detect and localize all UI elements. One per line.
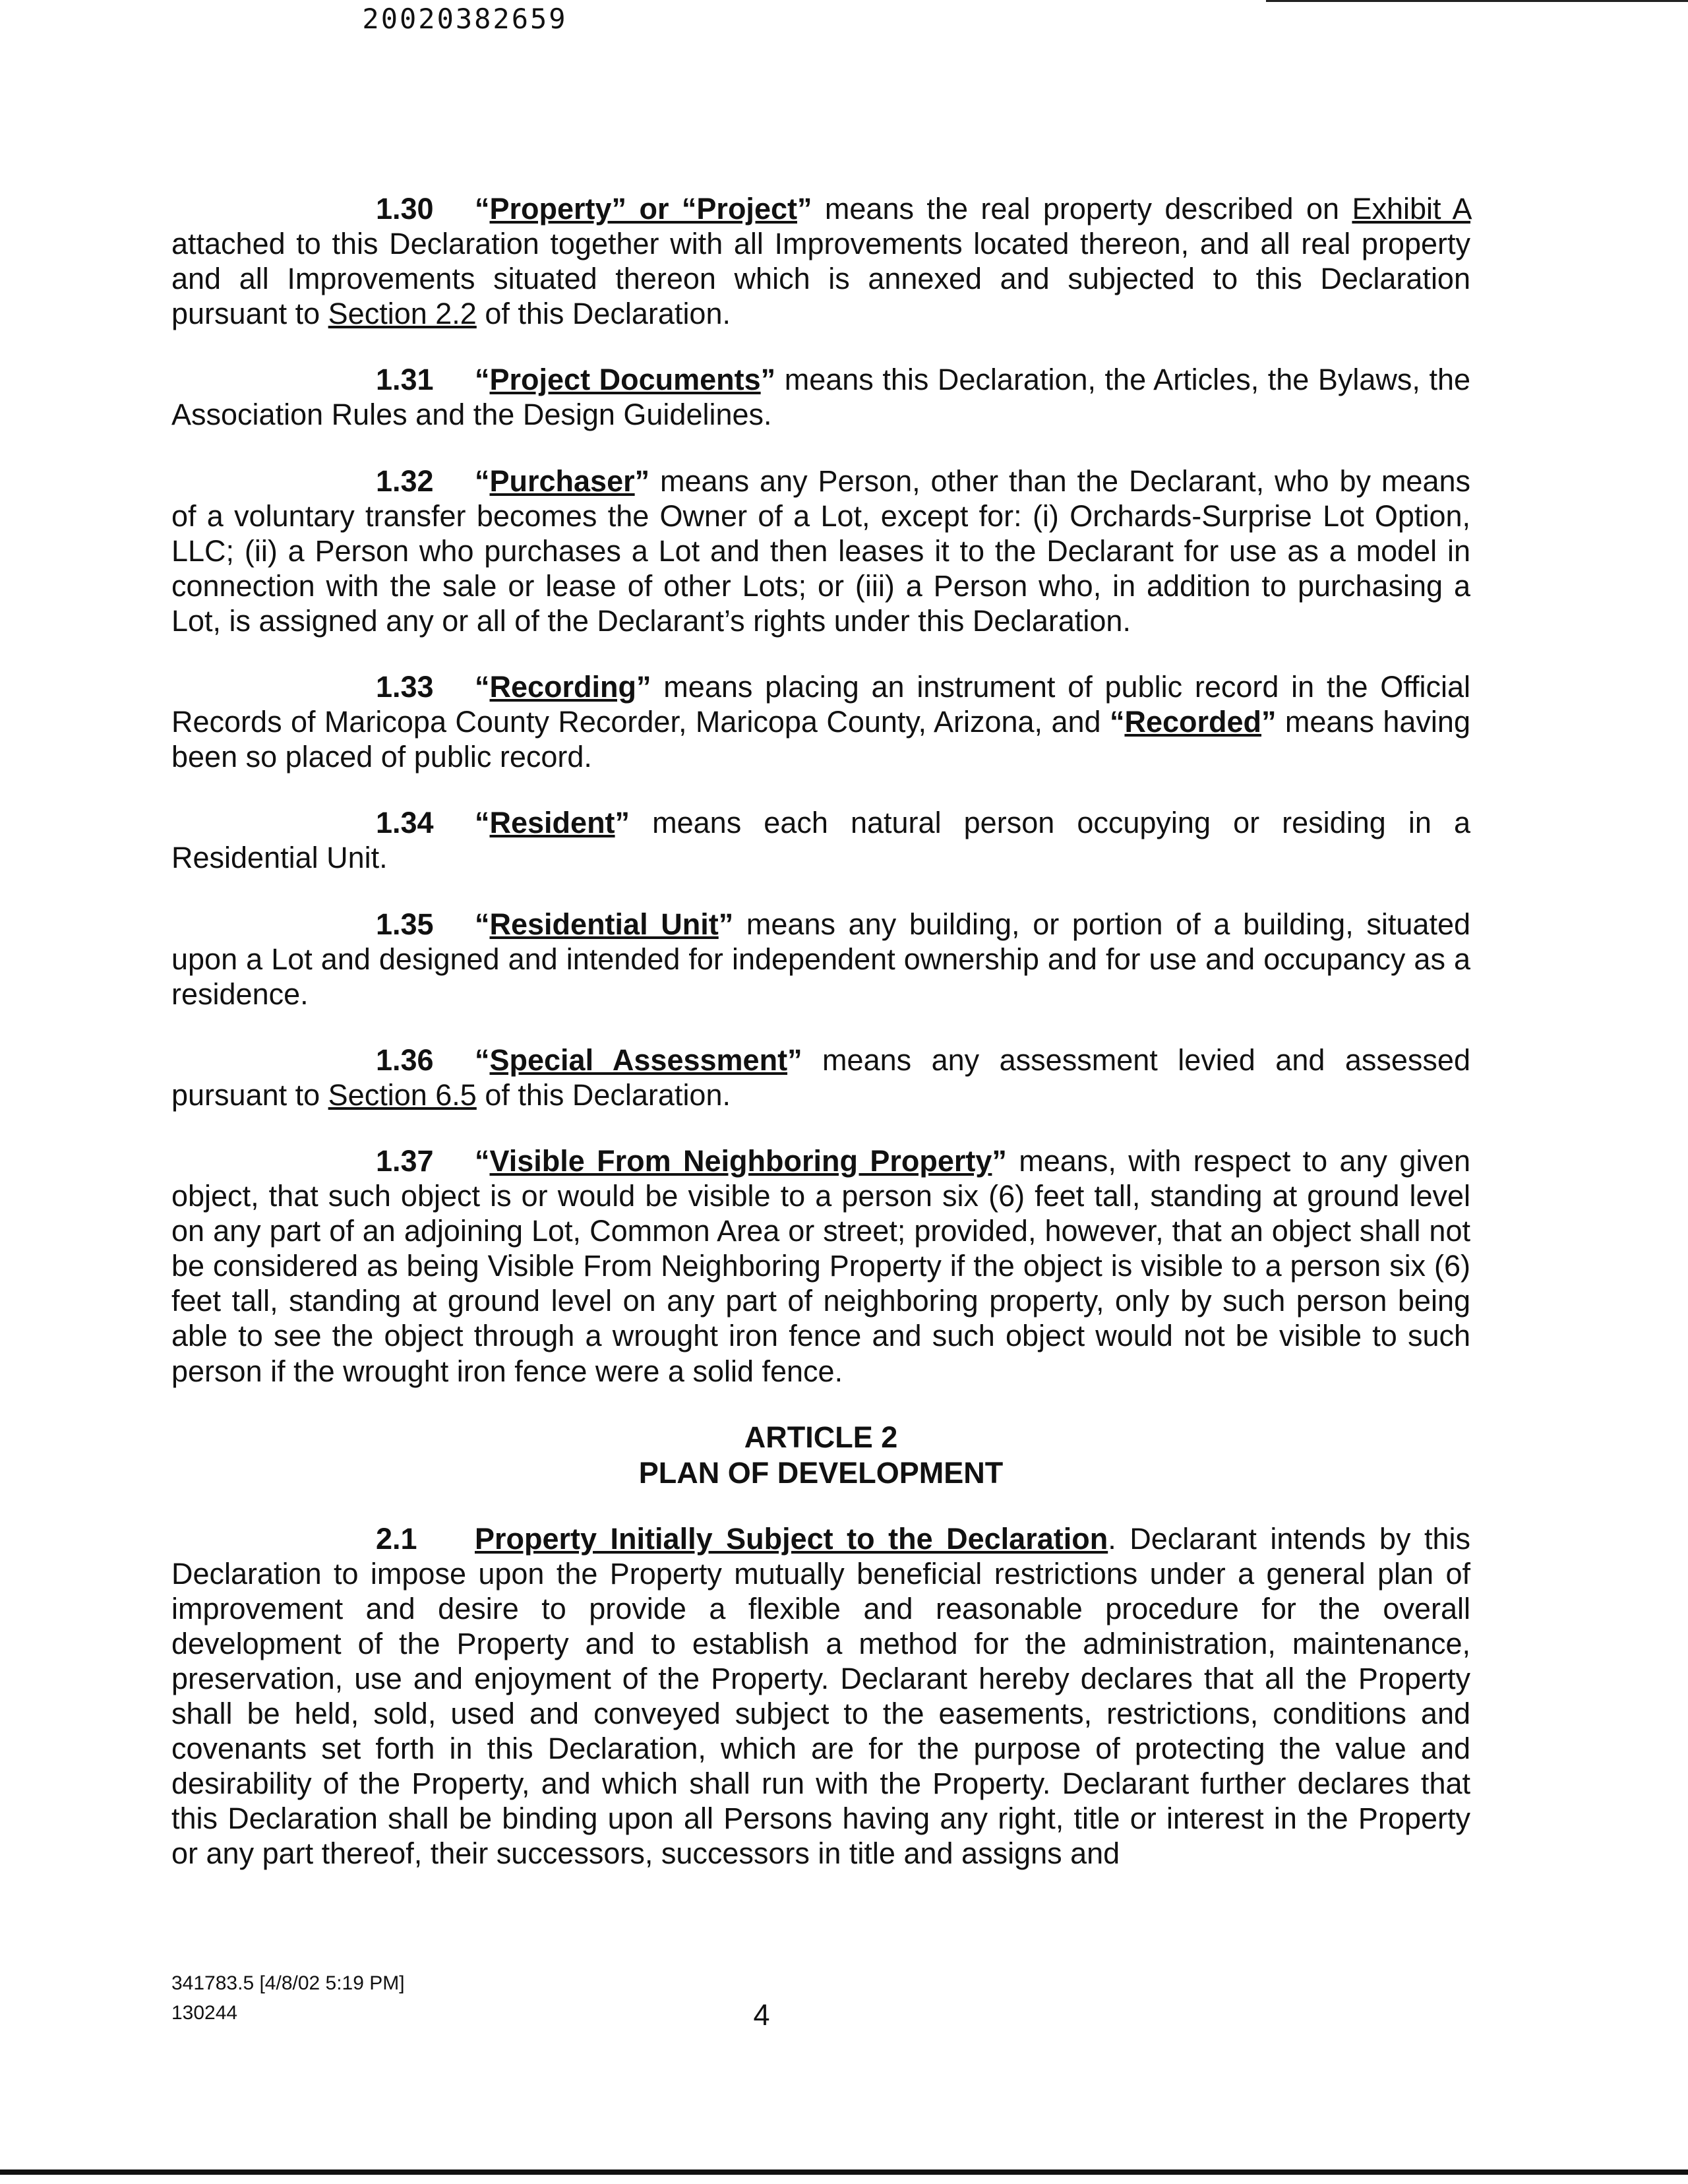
section-1-30: 1.30 “Property” or “Project” means the real property described on Exhibit A attached to this Declaration together with all Improvements located thereon, and all real property and all Improvements situated thereon which is annexed and subjected to this Declaration pursuant to Section 2.2 of this Declaration.	[171, 192, 1470, 331]
section-number: 1.36	[376, 1043, 434, 1077]
defined-term: Recording	[489, 670, 637, 704]
section-title: Property Initially Subject to the Declaration	[475, 1521, 1108, 1556]
document-body	[171, 191, 1470, 1902]
doc-version-stamp: 341783.5 [4/8/02 5:19 PM]	[171, 1972, 405, 1994]
section-1-31: 1.31 “Project Documents” means this Declaration, the Articles, the Bylaws, the Association Rules and the Design Guidelines.	[171, 363, 1470, 432]
defined-term: Resident	[489, 806, 615, 840]
defined-term: Property” or “Project	[489, 192, 797, 226]
section-1-32: 1.32 “Purchaser” means any Person, other than the Declarant, who by means of a voluntary transfer becomes the Owner of a Lot, except for: (i) Orchards-Surprise Lot Option, LLC; (ii) a Person who purchases a Lot and then leases it to the Declarant for use as a model in connection with the sale or lease of other Lots; or (iii) a Person who, in addition to purchasing a Lot, is assigned any or all of the Declarant’s rights under this Declaration.	[171, 464, 1470, 638]
exhibit-reference: Exhibit A	[1352, 192, 1470, 226]
section-number: 1.35	[376, 907, 434, 941]
section-number: 1.30	[376, 192, 434, 226]
section-number: 1.33	[376, 670, 434, 704]
section-2-1: 2.1 Property Initially Subject to the Declaration. Declarant intends by this Declaration to impose upon the Property mutually beneficial restrictions under a general plan of improvement and desire to provide a flexible and reasonable procedure for the overall development of the Property and to establish a method for the administration, maintenance, preservation, use and enjoyment of the Property. Declarant hereby declares that all the Property shall be held, sold, used and conveyed subject to the easements, restrictions, conditions and covenants set forth in this Declaration, which are for the purpose of protecting the value and desirability of the Property, and which shall run with the Property. Declarant further declares that this Declaration shall be binding upon all Persons having any right, title or interest in the Property or any part thereof, their successors, successors in title and assigns and	[171, 1521, 1470, 1871]
section-number: 1.31	[376, 363, 434, 397]
section-number: 1.32	[376, 464, 434, 498]
defined-term: Recorded	[1124, 705, 1262, 739]
defined-term: Project Documents	[489, 363, 761, 397]
defined-term: Purchaser	[489, 464, 635, 498]
defined-term: Visible From Neighboring Property	[489, 1143, 992, 1178]
document-recording-number: 20020382659	[362, 3, 568, 35]
section-number: 2.1	[376, 1521, 417, 1556]
section-reference: Section 6.5	[328, 1077, 477, 1112]
client-number: 130244	[171, 2002, 238, 2024]
section-1-33: 1.33 “Recording” means placing an instrument of public record in the Official Records of Maricopa County Recorder, Maricopa County, Arizona, and “Recorded” means having been so placed of public record.	[171, 670, 1470, 774]
article-heading	[171, 1420, 1470, 1491]
page-number: 4	[753, 1998, 770, 2032]
section-1-35: 1.35 “Residential Unit” means any building, or portion of a building, situated upon a Lot and designed and intended for independent ownership and for use and occupancy as a residence.	[171, 907, 1470, 1011]
defined-term: Special Assessment	[489, 1043, 788, 1077]
section-reference: Section 2.2	[328, 297, 477, 331]
article-number: ARTICLE 2	[744, 1420, 898, 1454]
article-title: PLAN OF DEVELOPMENT	[638, 1455, 1004, 1490]
section-1-34: 1.34 “Resident” means each natural person occupying or residing in a Residential Unit.	[171, 806, 1470, 875]
scan-edge-line-bottom	[0, 2169, 1688, 2175]
defined-term: Residential Unit	[489, 907, 719, 941]
section-number: 1.34	[376, 806, 434, 840]
scan-edge-line-top	[1266, 0, 1688, 2]
section-number: 1.37	[376, 1143, 434, 1178]
section-1-36: 1.36 “Special Assessment” means any assessment levied and assessed pursuant to Section 6.5 of this Declaration.	[171, 1043, 1470, 1112]
section-1-37: 1.37 “Visible From Neighboring Property” means, with respect to any given object, that such object is or would be visible to a person six (6) feet tall, standing at ground level on any part of an adjoining Lot, Common Area or street; provided, however, that an object shall not be considered as being Visible From Neighboring Property if the object is visible to a person six (6) feet tall, standing at ground level on any part of neighboring property, only by such person being able to see the object through a wrought iron fence and such object would not be visible to such person if the wrought iron fence were a solid fence.	[171, 1143, 1470, 1388]
